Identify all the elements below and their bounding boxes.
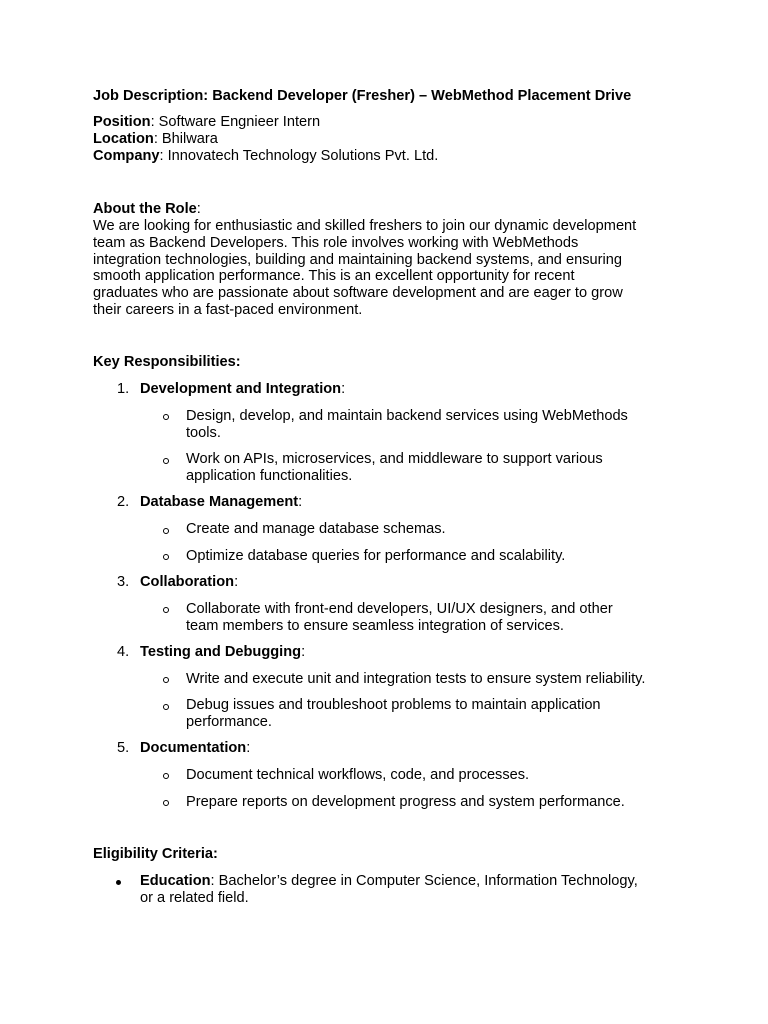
circle-bullet-icon [163, 458, 169, 464]
list-item: Create and manage database schemas. [186, 521, 446, 537]
eligibility-heading: Eligibility Criteria: [93, 846, 218, 862]
circle-bullet-icon [163, 677, 169, 683]
about-heading-colon: : [196, 201, 201, 217]
eligibility-item [140, 873, 685, 907]
about-heading [93, 201, 201, 218]
section-title [140, 494, 302, 511]
section-title-text: Documentation [140, 740, 247, 756]
bullet-dot-icon [116, 880, 121, 885]
section-title [140, 381, 345, 398]
section-number: 1. [117, 381, 130, 397]
section-title-text: Collaboration [140, 574, 235, 590]
section-title-colon: : [341, 381, 346, 397]
meta-value: : Bhilwara [153, 130, 218, 147]
section-title-text: Development and Integration [140, 381, 342, 397]
section-title-colon: : [246, 740, 251, 756]
list-item: Debug issues and troubleshoot problems to maintain application performance. [186, 697, 601, 730]
page-title: Job Description: Backend Developer (Fresher) – WebMethod Placement Drive [93, 88, 632, 104]
meta-label: Position [93, 114, 151, 130]
meta-label: Company [93, 147, 160, 164]
meta-position [93, 114, 438, 131]
circle-bullet-icon [163, 704, 169, 710]
section-title-colon: : [301, 644, 306, 660]
section-number: 3. [117, 574, 130, 590]
section-number: 5. [117, 740, 130, 756]
section-title-text: Database Management [140, 494, 299, 510]
responsibilities-heading: Key Responsibilities: [93, 354, 241, 370]
list-item: Collaborate with front-end developers, UI/UX designers, and other team members to ensure seamless integration of services. [186, 601, 613, 634]
about-heading-label: About the Role [93, 201, 197, 217]
section-title [140, 574, 238, 591]
meta-label: Location [93, 130, 154, 147]
list-item: Document technical workflows, code, and processes. [186, 767, 530, 783]
eligibility-label: Education [140, 873, 211, 889]
meta-company [93, 148, 438, 165]
section-title-text: Testing and Debugging [140, 644, 302, 660]
meta-value: : Software Engnieer Intern [150, 114, 321, 130]
section-title-colon: : [234, 574, 239, 590]
job-meta [93, 114, 438, 164]
circle-bullet-icon [163, 607, 169, 613]
list-item: Design, develop, and maintain backend services using WebMethods tools. [186, 408, 628, 441]
list-item: Optimize database queries for performance and scalability. [186, 548, 566, 564]
section-number: 2. [117, 494, 130, 510]
circle-bullet-icon [163, 414, 169, 420]
section-title [140, 644, 305, 661]
circle-bullet-icon [163, 800, 169, 806]
section-number: 4. [117, 644, 130, 660]
meta-value: : Innovatech Technology Solutions Pvt. Ltd. [159, 147, 439, 164]
meta-location [93, 131, 438, 148]
list-item: Write and execute unit and integration tests to ensure system reliability. [186, 671, 646, 687]
section-title-colon: : [298, 494, 303, 510]
about-body: We are looking for enthusiastic and skilled freshers to join our dynamic development team as Backend Developers. This role involves working with WebMethods integration technologies, building and maintaining backend systems, and ensuring smooth application performance. This is an excellent opportunity for recent graduates who are passionate about software development and are eager to grow their careers in a fast-paced environment. [93, 218, 637, 318]
circle-bullet-icon [163, 528, 169, 534]
circle-bullet-icon [163, 554, 169, 560]
circle-bullet-icon [163, 773, 169, 779]
section-title [140, 740, 250, 757]
eligibility-text: : Bachelor’s degree in Computer Science, Information Technology, or a related field. [140, 873, 638, 906]
list-item: Prepare reports on development progress and system performance. [186, 794, 625, 810]
list-item: Work on APIs, microservices, and middleware to support various application functionalities. [186, 451, 603, 484]
